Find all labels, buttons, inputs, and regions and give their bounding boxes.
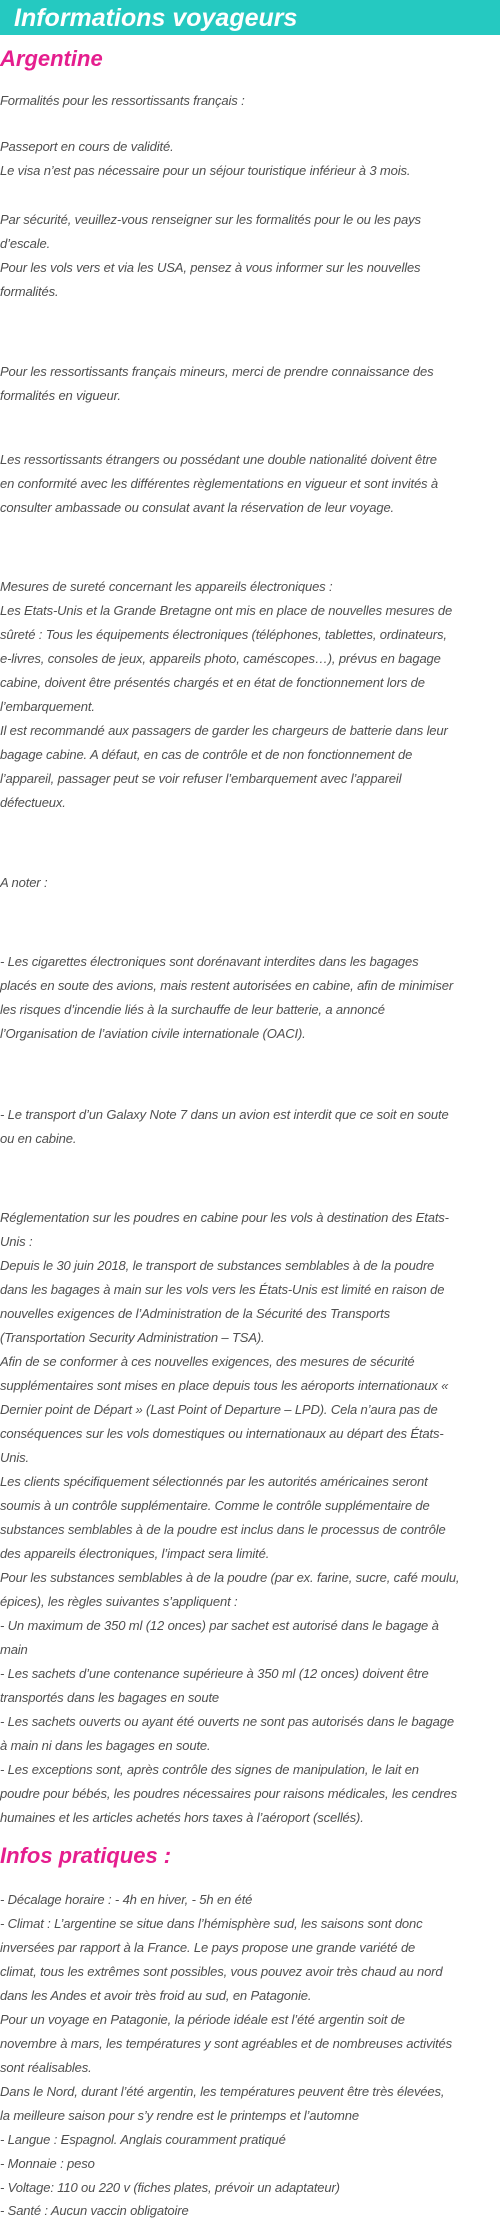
formalities-line: épices), les règles suivantes s’appliquent : <box>0 1594 238 1609</box>
formalities-line: d’escale. <box>0 236 51 251</box>
formalities-line: A noter : <box>0 875 48 890</box>
formalities-line: Formalités pour les ressortissants français : <box>0 93 245 108</box>
formalities-line: dans les bagages à main sur les vols vers les États-Unis est limité en raison de <box>0 1282 445 1297</box>
formalities-line: e-livres, consoles de jeux, appareils photo, caméscopes…), prévus en bagage <box>0 651 441 666</box>
formalities-line: substances semblables à de la poudre est inclus dans le processus de contrôle <box>0 1522 446 1537</box>
infos-line: - Voltage: 110 ou 220 v (fiches plates, prévoir un adaptateur) <box>0 2180 340 2195</box>
formalities-line: Pour les ressortissants français mineurs, merci de prendre connaissance des <box>0 364 434 379</box>
infos-line: - Climat : L’argentine se situe dans l’hémisphère sud, les saisons sont donc <box>0 1916 423 1931</box>
formalities-line: Pour les substances semblables à de la poudre (par ex. farine, sucre, café moulu, <box>0 1570 460 1585</box>
infos-line: inversées par rapport à la France. Le pays propose une grande variété de <box>0 1940 416 1955</box>
formalities-line: consulter ambassade ou consulat avant la réservation de leur voyage. <box>0 500 395 515</box>
formalities-line: nouvelles exigences de l’Administration de la Sécurité des Transports <box>0 1306 390 1321</box>
infos-pratiques-title: Infos pratiques : <box>0 1843 172 1868</box>
formalities-line: transportés dans les bagages en soute <box>0 1690 220 1705</box>
formalities-line: des appareils électroniques, l’impact sera limité. <box>0 1546 270 1561</box>
formalities-line: à main ni dans les bagages en soute. <box>0 1738 211 1753</box>
formalities-line: l’Organisation de l’aviation civile internationale (OACI). <box>0 1026 306 1041</box>
formalities-line: - Les sachets d’une contenance supérieure à 350 ml (12 onces) doivent être <box>0 1666 429 1681</box>
formalities-line: Unis. <box>0 1450 29 1465</box>
formalities-line: Réglementation sur les poudres en cabine pour les vols à destination des Etats- <box>0 1210 449 1225</box>
infos-line: dans les Andes et avoir très froid au sud, en Patagonie. <box>0 1988 312 2003</box>
formalities-line: Les ressortissants étrangers ou possédant une double nationalité doivent être <box>0 452 437 467</box>
formalities-line: cabine, doivent être présentés chargés et en état de fonctionnement lors de <box>0 675 425 690</box>
infos-line: - Décalage horaire : - 4h en hiver, - 5h en été <box>0 1892 253 1907</box>
formalities-line: supplémentaires sont mises en place depuis tous les aéroports internationaux « <box>0 1378 449 1393</box>
formalities-line: Pour les vols vers et via les USA, pensez à vous informer sur les nouvelles <box>0 260 421 275</box>
formalities-line: défectueux. <box>0 795 66 810</box>
formalities-line: - Les exceptions sont, après contrôle des signes de manipulation, le lait en <box>0 1762 419 1777</box>
formalities-line: Par sécurité, veuillez-vous renseigner sur les formalités pour le ou les pays <box>0 212 421 227</box>
formalities-line: Mesures de sureté concernant les appareils électroniques : <box>0 579 333 594</box>
infos-line: Dans le Nord, durant l’été argentin, les températures peuvent être très élevées, <box>0 2084 445 2099</box>
formalities-line: Passeport en cours de validité. <box>0 139 174 154</box>
infos-line: - Langue : Espagnol. Anglais couramment pratiqué <box>0 2132 286 2147</box>
formalities-line: main <box>0 1642 28 1657</box>
infos-line: Pour un voyage en Patagonie, la période idéale est l’été argentin soit de <box>0 2012 405 2027</box>
formalities-line: - Les sachets ouverts ou ayant été ouverts ne sont pas autorisés dans le bagage <box>0 1714 454 1729</box>
formalities-line: - Un maximum de 350 ml (12 onces) par sachet est autorisé dans le bagage à <box>0 1618 439 1633</box>
formalities-line: Les Etats-Unis et la Grande Bretagne ont mis en place de nouvelles mesures de <box>0 603 453 618</box>
formalities-line: formalités en vigueur. <box>0 388 121 403</box>
formalities-line: bagage cabine. A défaut, en cas de contrôle et de non fonctionnement de <box>0 747 413 762</box>
infos-line: climat, tous les extrêmes sont possibles, vous pouvez avoir très chaud au nord <box>0 1964 443 1979</box>
formalities-line: - Le transport d’un Galaxy Note 7 dans un avion est interdit que ce soit en soute <box>0 1107 449 1122</box>
formalities-line: en conformité avec les différentes règlementations en vigueur et sont invités à <box>0 476 438 491</box>
formalities-line: les risques d’incendie liés à la surchauffe de leur batterie, a annoncé <box>0 1002 385 1017</box>
formalities-line: Depuis le 30 juin 2018, le transport de substances semblables à de la poudre <box>0 1258 435 1273</box>
formalities-line: humaines et les articles achetés hors taxes à l’aéroport (scellés). <box>0 1810 364 1825</box>
infos-line: sont réalisables. <box>0 2060 92 2075</box>
infos-line: - Santé : Aucun vaccin obligatoire <box>0 2203 189 2218</box>
formalities-line: conséquences sur les vols domestiques ou internationaux au départ des États- <box>0 1426 444 1441</box>
formalities-line: l’appareil, passager peut se voir refuser l’embarquement avec l’appareil <box>0 771 402 786</box>
formalities-line: (Transportation Security Administration – TSA). <box>0 1330 265 1345</box>
formalities-line: poudre pour bébés, les poudres nécessaires pour raisons médicales, les cendres <box>0 1786 457 1801</box>
infos-line: - Monnaie : peso <box>0 2156 95 2171</box>
formalities-line: ou en cabine. <box>0 1131 77 1146</box>
formalities-line: formalités. <box>0 284 59 299</box>
country-title: Argentine <box>0 46 103 71</box>
banner-title: Informations voyageurs <box>14 4 298 32</box>
formalities-line: Il est recommandé aux passagers de garder les chargeurs de batterie dans leur <box>0 723 448 738</box>
formalities-line: Afin de se conformer à ces nouvelles exigences, des mesures de sécurité <box>0 1354 415 1369</box>
formalities-line: Le visa n’est pas nécessaire pour un séjour touristique inférieur à 3 mois. <box>0 163 411 178</box>
header-banner <box>0 0 500 35</box>
formalities-line: l’embarquement. <box>0 699 95 714</box>
formalities-line: Les clients spécifiquement sélectionnés par les autorités américaines seront <box>0 1474 428 1489</box>
formalities-line: placés en soute des avions, mais restent autorisées en cabine, afin de minimiser <box>0 978 454 993</box>
infos-line: novembre à mars, les températures y sont agréables et de nombreuses activités <box>0 2036 453 2051</box>
formalities-line: soumis à un contrôle supplémentaire. Comme le contrôle supplémentaire de <box>0 1498 430 1513</box>
formalities-line: Dernier point de Départ » (Last Point of Departure – LPD). Cela n’aura pas de <box>0 1402 438 1417</box>
formalities-line: sûreté : Tous les équipements électroniques (téléphones, tablettes, ordinateurs, <box>0 627 447 642</box>
formalities-line: - Les cigarettes électroniques sont dorénavant interdites dans les bagages <box>0 954 419 969</box>
formalities-line: Unis : <box>0 1234 33 1249</box>
infos-line: la meilleure saison pour s’y rendre est le printemps et l’automne <box>0 2108 359 2123</box>
